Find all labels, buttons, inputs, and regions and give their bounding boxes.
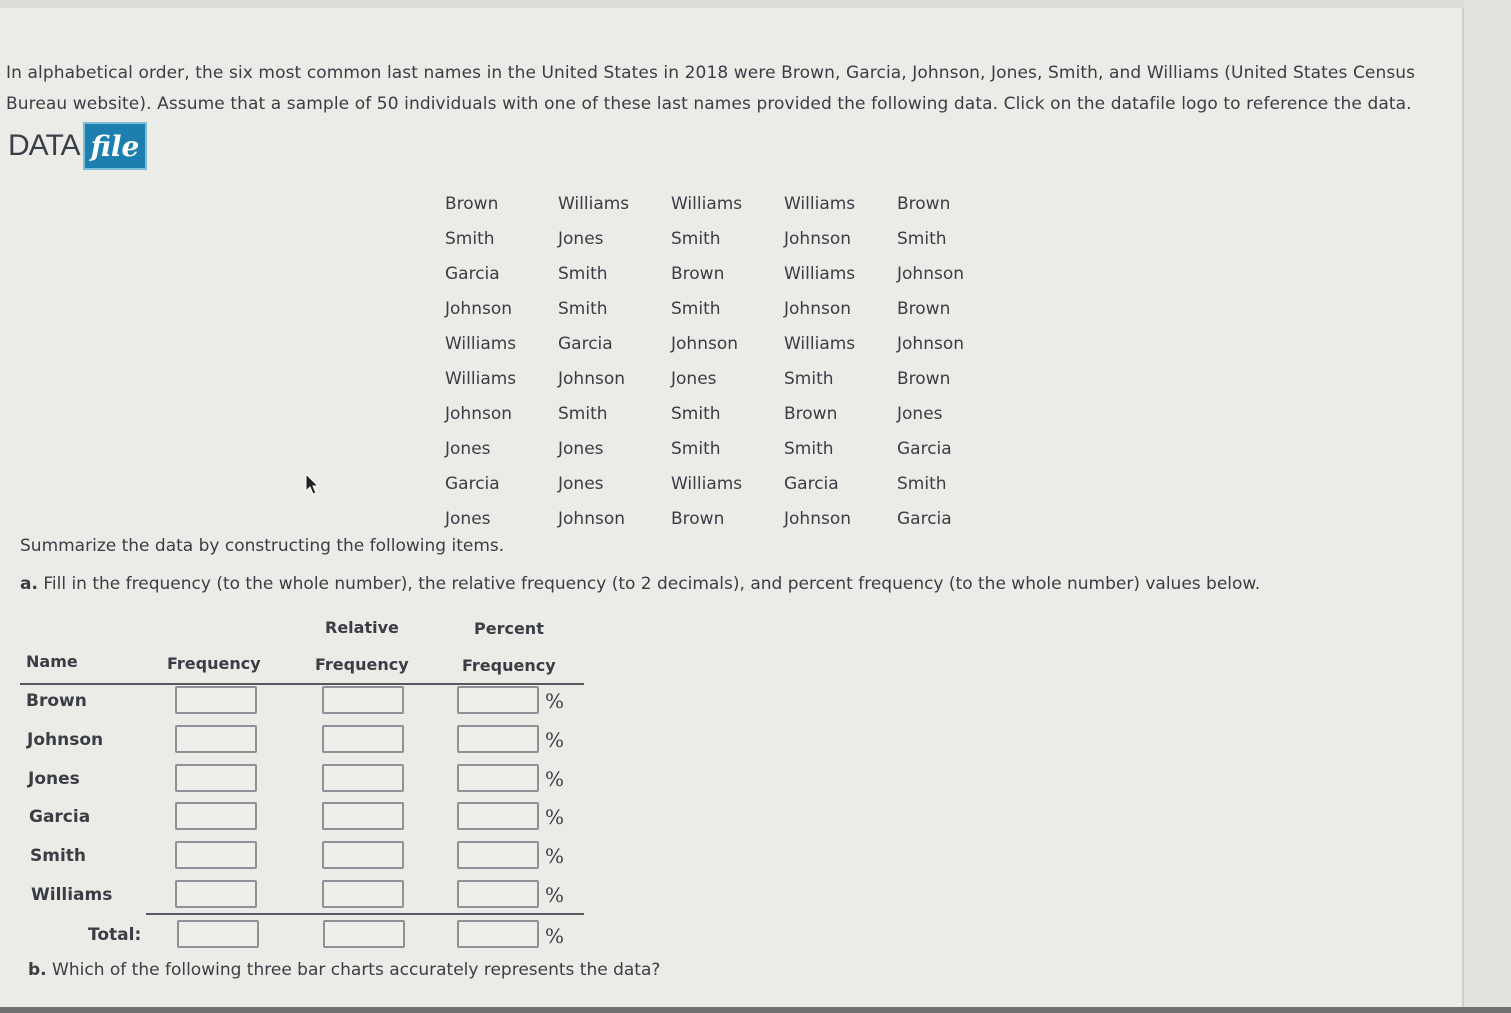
smith-percent-frequency-input[interactable] [457, 841, 539, 869]
data-name-cell: Garcia [784, 473, 839, 494]
data-name-cell: Jones [671, 368, 717, 389]
data-name-cell: Williams [445, 333, 517, 354]
williams-percent-sign: % [545, 883, 565, 907]
intro-paragraph: In alphabetical order, the six most common last names in the United States in 2018 were Brown, Garcia, Johnson, Jones, Smith, and Williams (United States Census Bureau website). Assume that a sample of 50 individuals with one of these last names provided the following data. Click on the datafile logo to reference the data. [6, 63, 1416, 114]
data-name-cell: Johnson [558, 368, 625, 389]
data-name-cell: Jones [558, 228, 604, 249]
garcia-percent-frequency-input[interactable] [457, 802, 539, 830]
row-name-smith: Smith [30, 846, 87, 866]
garcia-frequency-input[interactable] [175, 802, 257, 830]
johnson-percent-frequency-input[interactable] [457, 725, 539, 753]
names-data-grid [445, 186, 1010, 536]
williams-percent-frequency-input[interactable] [457, 880, 539, 908]
header-name: Name [26, 652, 78, 671]
data-name-cell: Smith [784, 368, 834, 389]
data-name-cell: Johnson [897, 263, 964, 284]
smith-relative-frequency-input[interactable] [322, 841, 404, 869]
data-name-cell: Johnson [445, 403, 512, 424]
data-name-cell: Smith [671, 403, 721, 424]
garcia-percent-sign: % [545, 805, 565, 829]
data-name-cell: Williams [784, 333, 856, 354]
datafile-prefix: DATA [8, 129, 80, 162]
part-b-text: Which of the following three bar charts accurately represents the data? [52, 960, 661, 980]
data-name-cell: Smith [784, 438, 834, 459]
row-name-jones: Jones [28, 769, 80, 789]
total-percent-input[interactable] [457, 920, 539, 948]
datafile-logo[interactable] [8, 122, 147, 170]
data-name-cell: Garcia [445, 263, 500, 284]
header-relative-bottom: Frequency [315, 655, 409, 674]
johnson-relative-frequency-input[interactable] [322, 725, 404, 753]
data-name-cell: Brown [784, 403, 838, 424]
row-name-garcia: Garcia [29, 807, 91, 827]
data-name-cell: Garcia [445, 473, 500, 494]
data-name-cell: Johnson [671, 333, 738, 354]
johnson-frequency-input[interactable] [175, 725, 257, 753]
data-name-cell: Johnson [445, 298, 512, 319]
total-frequency-input[interactable] [177, 920, 259, 948]
screen-bottom-bezel [0, 1007, 1511, 1013]
total-divider [146, 913, 584, 915]
mouse-pointer-icon [305, 473, 321, 497]
data-name-cell: Jones [558, 473, 604, 494]
jones-percent-sign: % [545, 767, 565, 791]
data-name-cell: Garcia [558, 333, 613, 354]
jones-percent-frequency-input[interactable] [457, 764, 539, 792]
smith-frequency-input[interactable] [175, 841, 257, 869]
header-relative-top: Relative [325, 618, 399, 637]
smith-percent-sign: % [545, 844, 565, 868]
data-name-cell: Smith [671, 438, 721, 459]
brown-percent-frequency-input[interactable] [457, 686, 539, 714]
data-name-cell: Williams [558, 193, 630, 214]
data-name-cell: Smith [558, 298, 608, 319]
data-name-cell: Williams [784, 193, 856, 214]
header-percent-top: Percent [474, 619, 544, 638]
data-name-cell: Brown [897, 368, 951, 389]
header-frequency: Frequency [167, 654, 261, 673]
part-b-label: b. [28, 960, 47, 980]
garcia-relative-frequency-input[interactable] [322, 802, 404, 830]
data-name-cell: Williams [671, 473, 743, 494]
datafile-icon: file [83, 122, 148, 170]
data-name-cell: Smith [897, 473, 947, 494]
data-name-cell: Jones [445, 508, 491, 529]
screen-edge [1464, 0, 1511, 1013]
data-name-cell: Jones [558, 438, 604, 459]
header-divider [20, 683, 584, 685]
part-a-question [20, 574, 1260, 594]
summary-instruction: Summarize the data by constructing the following items. [20, 536, 505, 556]
jones-relative-frequency-input[interactable] [322, 764, 404, 792]
data-name-cell: Smith [445, 228, 495, 249]
data-name-cell: Johnson [784, 228, 851, 249]
data-name-cell: Brown [445, 193, 499, 214]
total-label: Total: [88, 925, 142, 945]
data-name-cell: Smith [897, 228, 947, 249]
data-name-cell: Johnson [558, 508, 625, 529]
data-name-cell: Smith [671, 228, 721, 249]
williams-relative-frequency-input[interactable] [322, 880, 404, 908]
header-percent-bottom: Frequency [462, 656, 556, 675]
row-name-brown: Brown [26, 691, 87, 711]
data-name-cell: Brown [897, 298, 951, 319]
data-name-cell: Smith [558, 403, 608, 424]
part-a-label: a. [20, 574, 38, 594]
data-name-cell: Smith [558, 263, 608, 284]
data-name-cell: Williams [445, 368, 517, 389]
data-name-cell: Brown [671, 263, 725, 284]
data-name-cell: Brown [671, 508, 725, 529]
part-b-question [28, 960, 660, 980]
data-name-cell: Garcia [897, 438, 952, 459]
data-name-cell: Williams [671, 193, 743, 214]
williams-frequency-input[interactable] [175, 880, 257, 908]
jones-frequency-input[interactable] [175, 764, 257, 792]
total-relative-input[interactable] [323, 920, 405, 948]
data-name-cell: Jones [897, 403, 943, 424]
data-name-cell: Johnson [897, 333, 964, 354]
data-name-cell: Johnson [784, 508, 851, 529]
brown-frequency-input[interactable] [175, 686, 257, 714]
data-name-cell: Brown [897, 193, 951, 214]
brown-relative-frequency-input[interactable] [322, 686, 404, 714]
row-name-johnson: Johnson [27, 730, 104, 750]
part-a-text: Fill in the frequency (to the whole number), the relative frequency (to 2 decimals), and percent frequency (to the whole number) values below. [43, 574, 1261, 594]
total-percent-sign: % [545, 924, 565, 948]
data-name-cell: Johnson [784, 298, 851, 319]
row-name-williams: Williams [31, 885, 113, 905]
data-name-cell: Smith [671, 298, 721, 319]
data-name-cell: Williams [784, 263, 856, 284]
johnson-percent-sign: % [545, 728, 565, 752]
data-name-cell: Garcia [897, 508, 952, 529]
brown-percent-sign: % [545, 689, 565, 713]
data-name-cell: Jones [445, 438, 491, 459]
